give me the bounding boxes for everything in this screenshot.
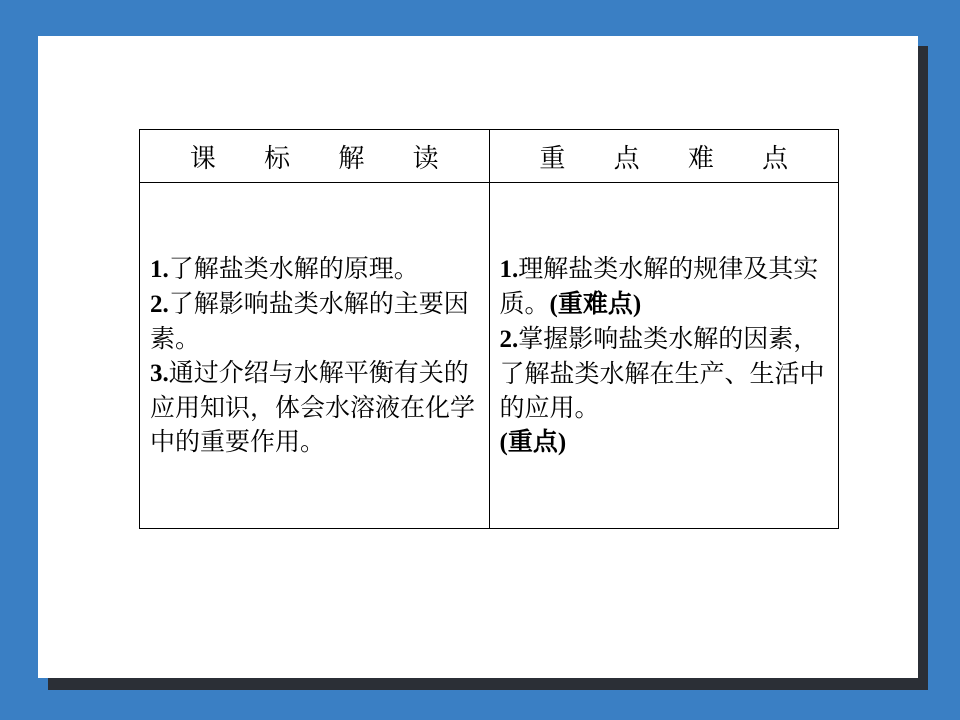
header-key-difficult-points: 重 点 难 点 xyxy=(489,130,839,183)
curriculum-item: 3.通过介绍与水解平衡有关的应用知识，体会水溶液在化学中的重要作用。 xyxy=(150,358,476,456)
objectives-table xyxy=(139,129,839,529)
table-header-row xyxy=(140,130,839,183)
header-curriculum-interpretation: 课 标 解 读 xyxy=(140,130,490,183)
curriculum-item: 2.了解影响盐类水解的主要因素。 xyxy=(150,289,469,353)
curriculum-cell xyxy=(140,183,490,529)
key-point-item: 1.理解盐类水解的规律及其实质。(重难点) xyxy=(499,253,819,318)
key-point-item: 2.掌握影响盐类水解的因素，了解盐类水解在生产、生活中的应用。 (重点) xyxy=(499,323,825,456)
table-body-row xyxy=(140,183,839,529)
key-points-cell xyxy=(489,183,839,529)
slide xyxy=(38,36,918,678)
curriculum-item: 1.了解盐类水解的原理。 xyxy=(150,254,419,283)
